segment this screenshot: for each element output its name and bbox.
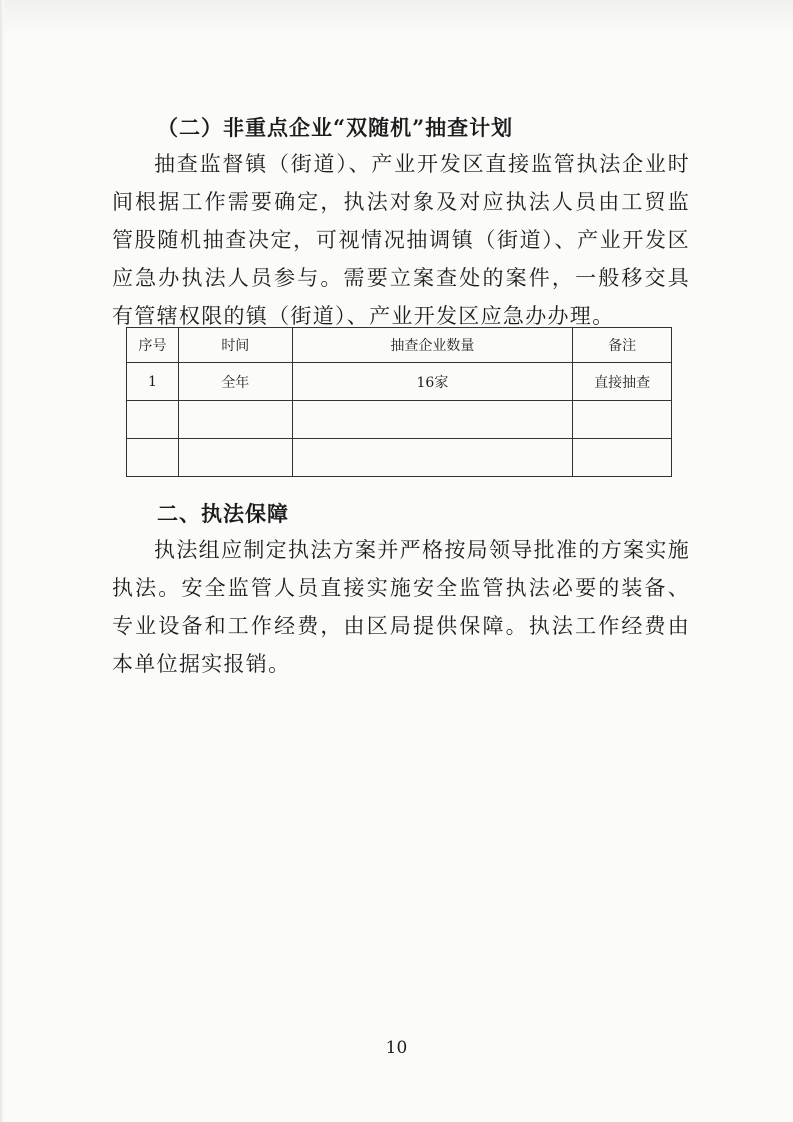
table-row xyxy=(127,401,672,439)
header-cell-time: 时间 xyxy=(178,328,292,363)
inspection-plan-table xyxy=(126,327,672,477)
table-row xyxy=(127,363,672,401)
page-number: 10 xyxy=(385,1038,408,1058)
table-cell: 1 xyxy=(127,363,179,401)
header-cell-index: 序号 xyxy=(127,328,179,363)
table-cell: 16家 xyxy=(292,363,572,401)
section-heading-random-inspection: （二）非重点企业“双随机”抽查计划 xyxy=(157,115,514,140)
table-header-row xyxy=(127,328,672,363)
table-cell: 全年 xyxy=(178,363,292,401)
table-cell xyxy=(292,401,572,439)
table-cell: 直接抽查 xyxy=(573,363,672,401)
scan-top-shadow xyxy=(0,0,793,36)
scan-left-edge xyxy=(0,0,4,1122)
table-cell xyxy=(573,401,672,439)
table-cell xyxy=(573,439,672,477)
table-cell xyxy=(127,439,179,477)
section-paragraph-random-inspection: 抽查监督镇（街道）、产业开发区直接监管执法企业时间根据工作需要确定，执法对象及对应执法人员由工贸监管股随机抽查决定，可视情况抽调镇（街道）、产业开发区应急办执法人员参与。需要立案查处的案件，一般移交具有管辖权限的镇（街道）、产业开发区应急办办理。 xyxy=(112,152,690,328)
section-heading-enforcement-guarantee: 二、执法保障 xyxy=(157,502,289,526)
header-cell-enterprise-count: 抽查企业数量 xyxy=(292,328,572,363)
table-cell xyxy=(178,439,292,477)
table-cell xyxy=(292,439,572,477)
section-paragraph-enforcement-guarantee: 执法组应制定执法方案并严格按局领导批准的方案实施执法。安全监管人员直接实施安全监管执法必要的装备、专业设备和工作经费，由区局提供保障。执法工作经费由本单位据实报销。 xyxy=(112,538,690,676)
table-row xyxy=(127,439,672,477)
table-cell xyxy=(178,401,292,439)
header-cell-remarks: 备注 xyxy=(573,328,672,363)
table-cell xyxy=(127,401,179,439)
